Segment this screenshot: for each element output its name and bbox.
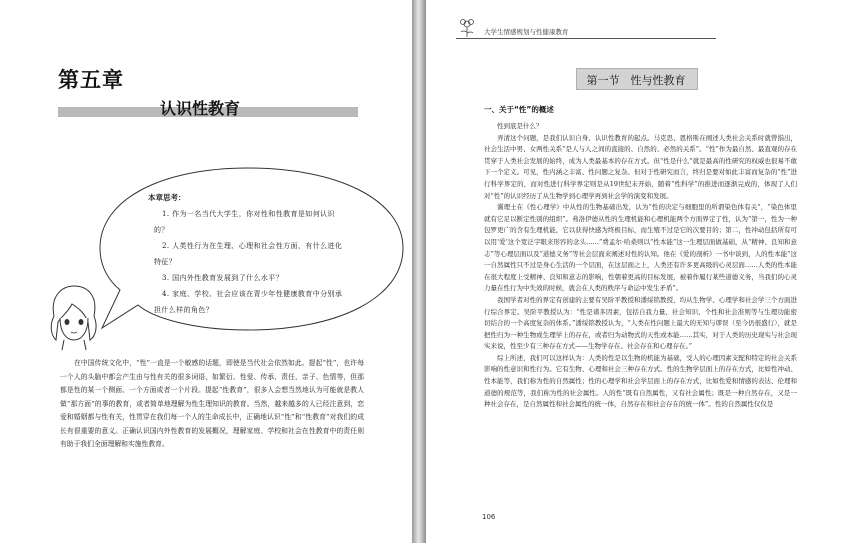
girl-illustration [44,282,102,352]
flower-icon [456,16,478,38]
chapter-number: 第五章 [58,68,124,92]
running-header: 大学生情感规划与性健康教育 [484,28,569,36]
page-number: 106 [482,513,496,521]
subsection-title: 一、关于“性”的概述 [484,105,554,114]
question-4: 4. 家庭、学校、社会应该在青少年性健康教育中分别承担什么样的角色？ [154,290,343,314]
paragraph-3: 我国学者对性的界定有创建的主要有吴阶平教授和潘绥铭教授，均从生物学、心理学和社会学三个方面进行综合界定。吴阶平教授认为：“性是诸多因素，包括自我力量、社会知识、个性和社会准则等与生理功能密切结合的一个高度复杂的体系。”潘绥铭教授认为，“人类在性问题上最大的无知与谬误（至今仍很盛行），就是把性归为一种生物或生理学上的存在，或者归为动物式的天性或本能……其实，对于人类的历史现实与社会现实来说，性至少有三种存在方式——生物学存在、社会存在和心理存在。” [484,295,797,351]
intro-paragraph: 在中国传统文化中，“性”一直是一个敏感的话题，即使是当代社会依然如此。提起“性”，也许每一个人的头脑中都会产生由与性有关的很多词语，如繁衍、性爱、传承、责任、亲子、色情等，但那都是性的某一个侧面、一个方面或者一个片段。提起“性教育”，很多人会想当然地认为可能就是教人做“那方面”的事的教育，或者简单地理解为性生理知识的教育。当然，越来越多的人已经注意到，恋爱和婚姻都与性有关，性贯穿在我们每一个人的生命成长中，正确地认识“性”和“性教育”对我们的成长有很重要的意义。正确认识国内外性教育的发展概况，理解家庭、学校和社会在性教育中的责任则有助于我们全面理解和实施性教育。 [60,359,364,448]
paragraph-4: 综上所述，我们可以这样认为：人类的性是以生物的机能为基础，受人的心理因素支配和特定的社会关系影响的性意识和性行为。它有生物、心理和社会三种存在方式。性的生物学层面上的存在方式，比如性冲动、性本能等，我们称为性的自然属性；性的心理学和社会学层面上的存在方式，比如性爱和情感的表达、伦理和道德的规范等，我们称为性的社会属性。人的性“既有自然属性，又有社会属性；既是一种自然存在，又是一种社会存在，是自然属性和社会属性的统一体，自然存在和社会存在的统一体”。性的自然属性仅仅是 [484,353,797,409]
question-1: 1. 作为一名当代大学生，你对性和性教育是如何认识的？ [154,210,335,234]
paragraph-2: 霭理士在《性心理学》中从性的生物基础出发，认为“性的决定与细胞里的所谓染色体有关”，“染色体里就有它足以断定性别的组织”。弗洛伊德从性的生理机能和心理机能两个方面界定了性，认为“第一，性为一种包罗更广的含有生理机能，它以获得快感为终极目标，而生殖不过是它的次要目的；第二，性冲动包括所有可以用‘爱’这个宽泛字眼来形容的念头……”费孟尔·哈桑则以“性本能”这一生理层面做基础，从“精神、良知和意志”等心理层面以及“道德义务”等社会层面来阐述对性的认知。他在《爱的剖析》一书中谈到，人的性本能“这一自然属性只不过是身心生活的一个层面，在这层面之上，人类还有许多更高级的心灵层面……人类的性本能在很大程度上受精神、良知和意志的影响，性朝着更高的目标发展，被着作履行某些道德义务，当我们的心灵力量在性行为中失效的时候，就会在人类的秩序与命运中发生矛盾”。 [484,203,797,293]
header-rule [456,38,716,39]
section-title: 第一节 性与性教育 [586,74,686,87]
question-line: 性到底是什么？ [497,122,543,130]
section-body [484,121,797,411]
left-page [0,0,412,543]
question-2: 2. 人类性行为在生理、心理和社会性方面，有什么进化特征？ [154,242,343,266]
chapter-title: 认识性教育 [160,99,241,118]
book-spine [412,0,426,543]
question-3: 3. 国内外性教育发展到了什么水平？ [162,274,284,282]
thinking-title: 本章思考： [148,193,186,202]
right-page [426,0,849,543]
thinking-content [148,190,348,318]
paragraph-1: 弄清这个问题，是我们认识自身、认识性教育的起点。马克思、恩格斯在阐述人类社会关系时就曾指出，社会生活中男、女两性关系“是人与人之间的直接的、自然的、必然的关系”。“性”作为最自然、最直观的存在贯穿于人类社会发展的始终，成为人类最基本的存在方式。但“性是什么”就是最高的性研究的权威也很易不敢下一个定义。可见，性内涵之丰富、性问题之复杂。但对于性研究而言，终归是要对如此丰富而复杂的“性”进行科学界定的，而对性进行科学界定则是从19世纪末开始，随着“性科学”的推进而逐渐完成的，体现了人们对“性”的认识经历了从生物学到心理学再到社会学的演变和发展。 [484,133,797,200]
